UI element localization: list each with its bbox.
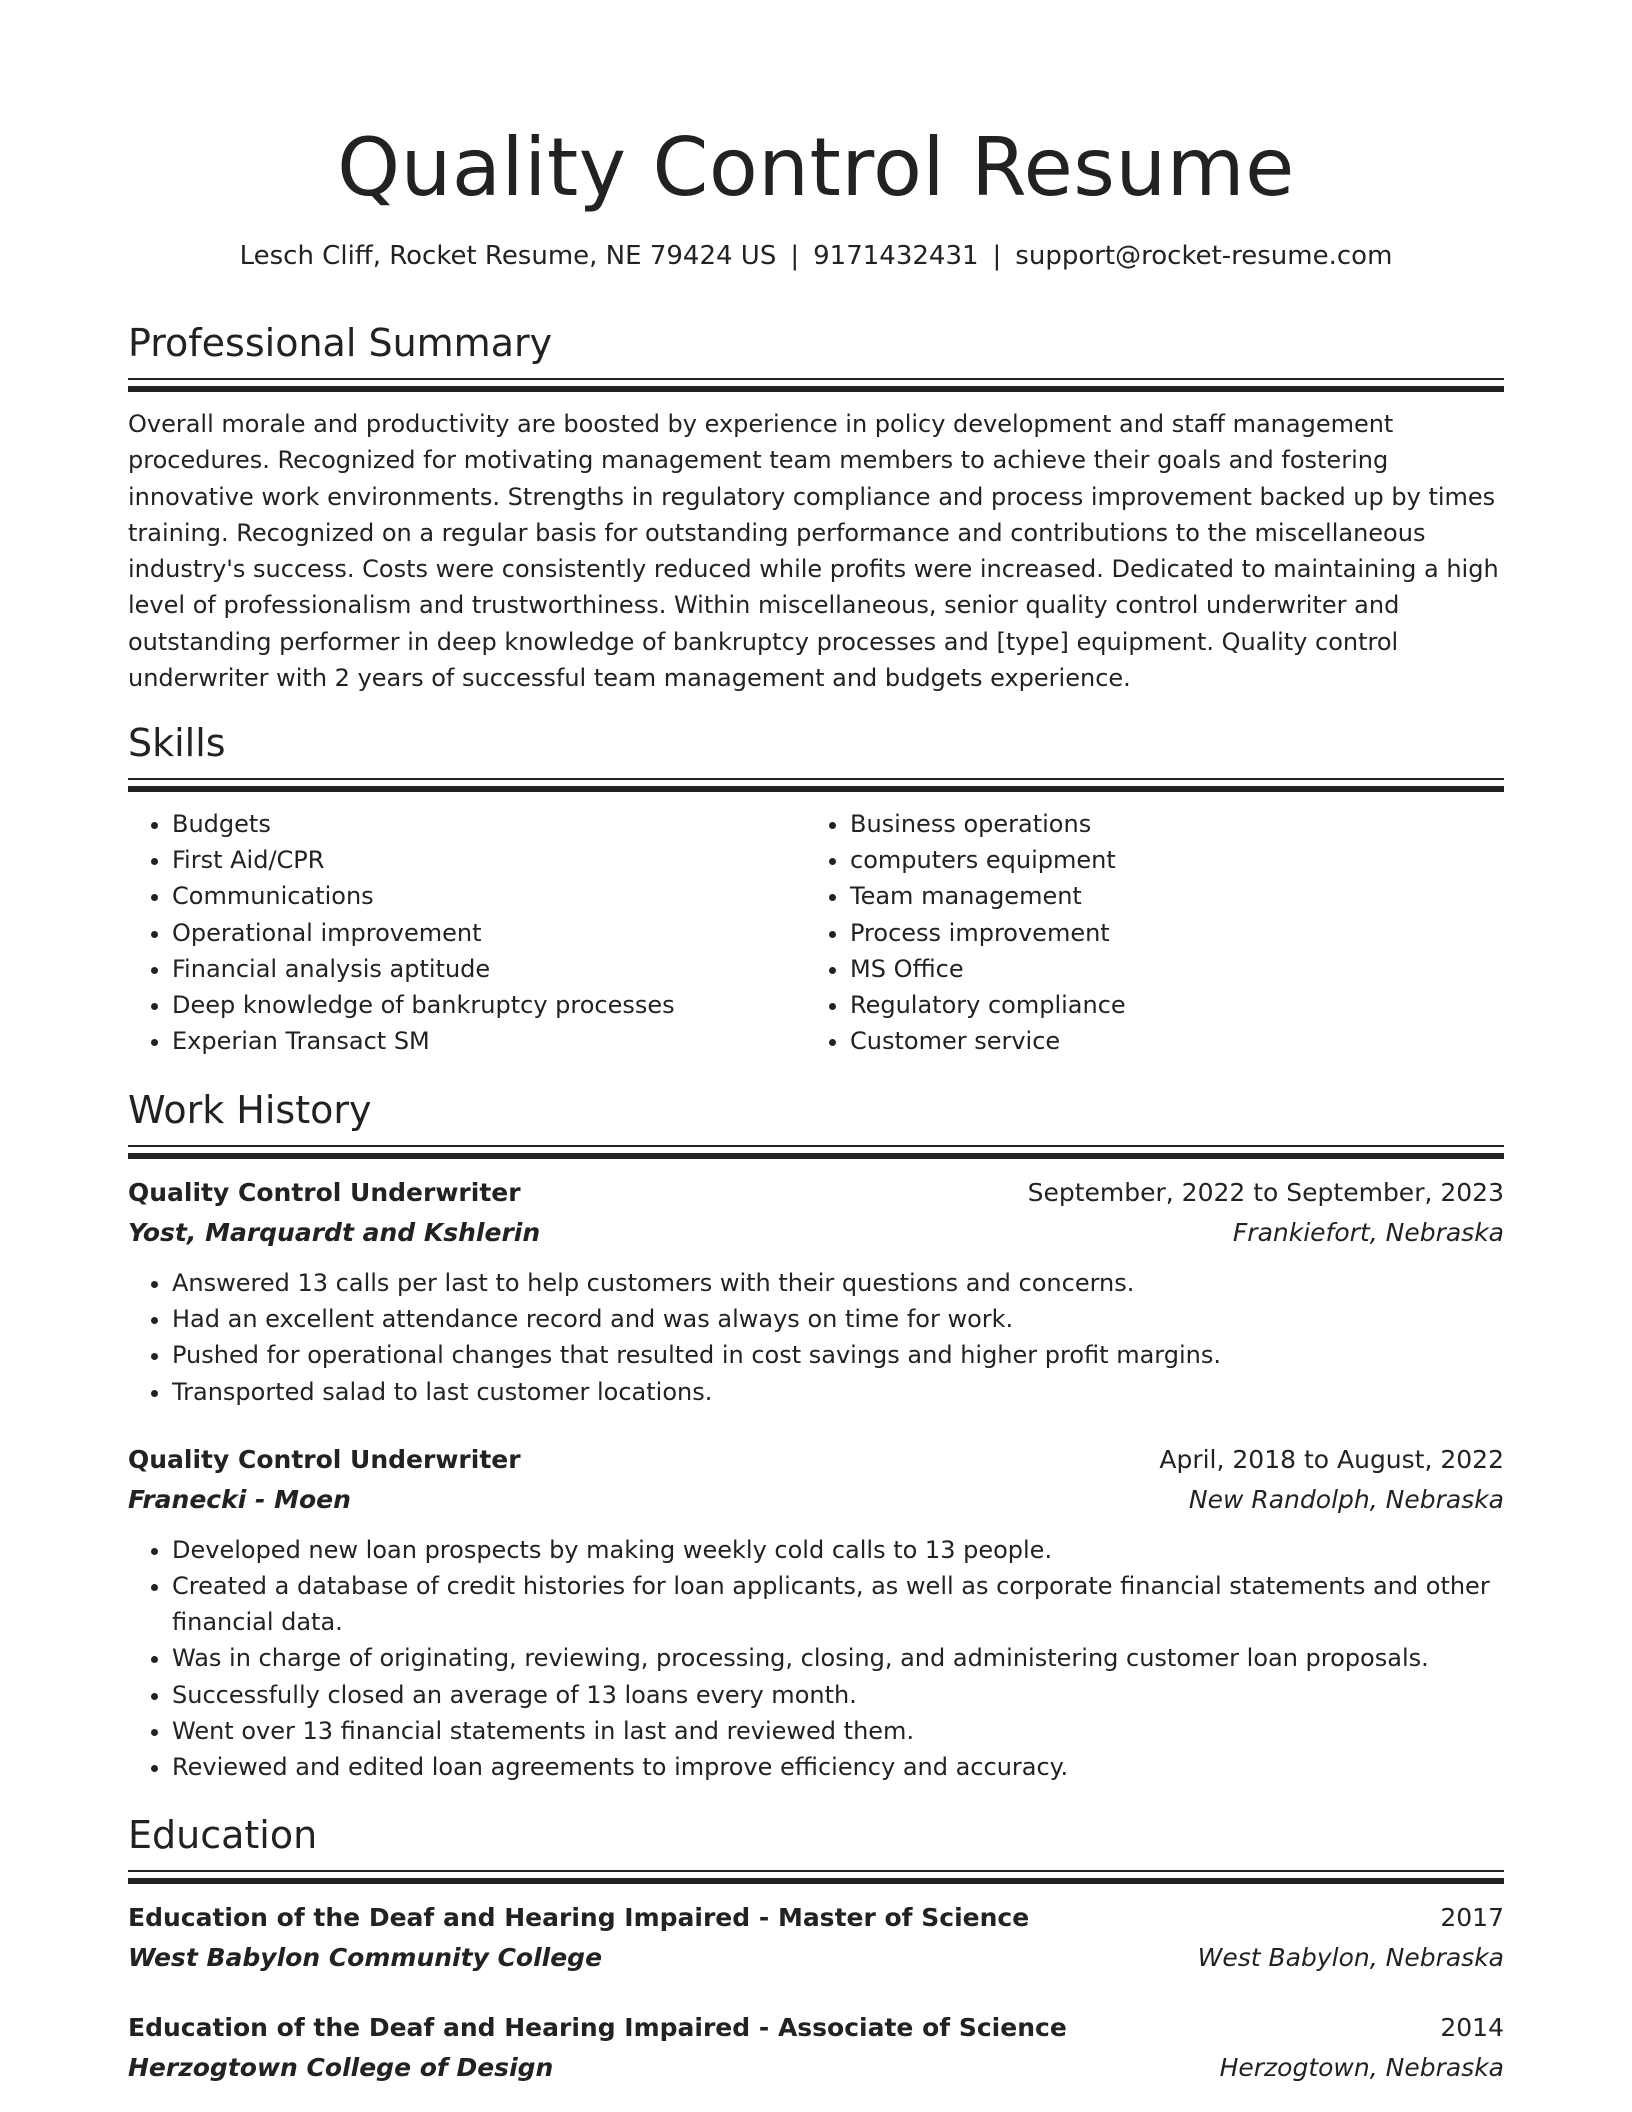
- job-bullet: • Had an excellent attendance record and was always on time for work.: [172, 1301, 1504, 1337]
- skill-item: • computers equipment: [850, 842, 1484, 878]
- education-school: West Babylon Community College: [128, 1943, 603, 1972]
- education-heading: Education: [128, 1813, 318, 1857]
- skill-item: • Operational improvement: [172, 915, 806, 951]
- work-history-heading: Work History: [128, 1088, 372, 1132]
- education-school: Herzogtown College of Design: [128, 2053, 554, 2082]
- skill-item: • Team management: [850, 878, 1484, 914]
- job-bullet: • Went over 13 financial statements in last and reviewed them.: [172, 1713, 1504, 1749]
- job-header-row: [128, 1173, 1504, 1213]
- skill-item: • Customer service: [850, 1023, 1484, 1059]
- contact-address: Lesch Cliff, Rocket Resume, NE 79424 US: [239, 241, 777, 271]
- section-divider: [128, 378, 1504, 392]
- job-location: New Randolph, Nebraska: [1188, 1484, 1504, 1514]
- skill-item: • Financial analysis aptitude: [172, 951, 806, 987]
- education-degree: Education of the Deaf and Hearing Impaired - Associate of Science: [128, 2013, 1067, 2042]
- education-entry: [128, 1898, 1504, 1978]
- skills-column-left: [128, 806, 806, 1059]
- skill-item: • MS Office: [850, 951, 1484, 987]
- education-section: [128, 1810, 1504, 2088]
- work-history-section: [128, 1085, 1504, 1785]
- job-entry: [128, 1173, 1504, 1410]
- job-dates: September, 2022 to September, 2023: [1027, 1178, 1504, 1207]
- section-divider: [128, 778, 1504, 792]
- job-dates: April, 2018 to August, 2022: [1159, 1444, 1504, 1474]
- skill-item: • Process improvement: [850, 915, 1484, 951]
- skills-section: [128, 718, 1504, 1059]
- job-bullet: • Answered 13 calls per last to help customers with their questions and concerns.: [172, 1265, 1504, 1301]
- skills-heading: Skills: [128, 721, 226, 765]
- job-bullets: [128, 1265, 1504, 1410]
- job-bullet: • Pushed for operational changes that resulted in cost savings and higher profit margins.: [172, 1337, 1504, 1373]
- education-school-row: [128, 1938, 1504, 1978]
- job-bullet: • Reviewed and edited loan agreements to improve efficiency and accuracy.: [172, 1749, 1504, 1785]
- job-company-row: [128, 1480, 1504, 1520]
- education-year: 2014: [1440, 2013, 1504, 2042]
- education-degree: Education of the Deaf and Hearing Impaired - Master of Science: [128, 1903, 1030, 1932]
- job-bullets: [128, 1532, 1504, 1785]
- job-bullet: • Successfully closed an average of 13 loans every month.: [172, 1677, 1504, 1713]
- education-entry: [128, 2008, 1504, 2088]
- skill-item: • First Aid/CPR: [172, 842, 806, 878]
- education-location: West Babylon, Nebraska: [1197, 1943, 1504, 1972]
- job-bullet: • Was in charge of originating, reviewing, processing, closing, and administering customer loan proposals.: [172, 1640, 1504, 1676]
- skill-item: • Communications: [172, 878, 806, 914]
- contact-phone: 9171432431: [813, 241, 979, 271]
- skill-item: • Budgets: [172, 806, 806, 842]
- education-degree-row: [128, 2008, 1504, 2048]
- section-divider: [128, 1145, 1504, 1159]
- education-degree-row: [128, 1898, 1504, 1938]
- contact-separator: |: [992, 241, 1002, 271]
- job-bullet: • Transported salad to last customer locations.: [172, 1374, 1504, 1410]
- skill-item: • Deep knowledge of bankruptcy processes: [172, 987, 806, 1023]
- job-company: Franecki - Moen: [128, 1484, 351, 1514]
- job-bullet: • Created a database of credit histories for loan applicants, as well as corporate financial statements and other financial data.: [172, 1568, 1504, 1640]
- job-bullet: • Developed new loan prospects by making weekly cold calls to 13 people.: [172, 1532, 1504, 1568]
- summary-section: [128, 318, 1504, 696]
- contact-line: [128, 238, 1504, 274]
- skills-grid: [128, 806, 1504, 1059]
- education-school-row: [128, 2048, 1504, 2088]
- job-header-row: [128, 1440, 1504, 1480]
- job-title: Quality Control Underwriter: [128, 1178, 521, 1207]
- education-year: 2017: [1440, 1903, 1504, 1932]
- skill-item: • Experian Transact SM: [172, 1023, 806, 1059]
- skills-column-right: [806, 806, 1484, 1059]
- job-entry: [128, 1440, 1504, 1785]
- job-company-row: [128, 1213, 1504, 1253]
- resume-title: Quality Control Resume: [337, 121, 1295, 214]
- section-divider: [128, 1870, 1504, 1884]
- education-location: Herzogtown, Nebraska: [1219, 2053, 1504, 2082]
- job-location: Frankiefort, Nebraska: [1232, 1218, 1504, 1247]
- summary-text: Overall morale and productivity are boosted by experience in policy development and staff management procedures. Recognized for motivating management team members to achieve their goals and fostering innovative work environments. Strengths in regulatory compliance and process improvement backed up by times training. Recognized on a regular basis for outstanding performance and contributions to the miscellaneous industry's success. Costs were consistently reduced while profits were increased. Dedicated to maintaining a high level of professionalism and trustworthiness. Within miscellaneous, senior quality control underwriter and outstanding performer in deep knowledge of bankruptcy processes and [type] equipment. Quality control underwriter with 2 years of successful team management and budgets experience.: [128, 410, 1499, 693]
- skill-item: • Business operations: [850, 806, 1484, 842]
- skill-item: • Regulatory compliance: [850, 987, 1484, 1023]
- contact-email: support@rocket-resume.com: [1015, 241, 1393, 271]
- contact-separator: |: [790, 241, 800, 271]
- job-title: Quality Control Underwriter: [128, 1444, 521, 1474]
- job-company: Yost, Marquardt and Kshlerin: [128, 1218, 541, 1247]
- summary-heading: Professional Summary: [128, 321, 553, 365]
